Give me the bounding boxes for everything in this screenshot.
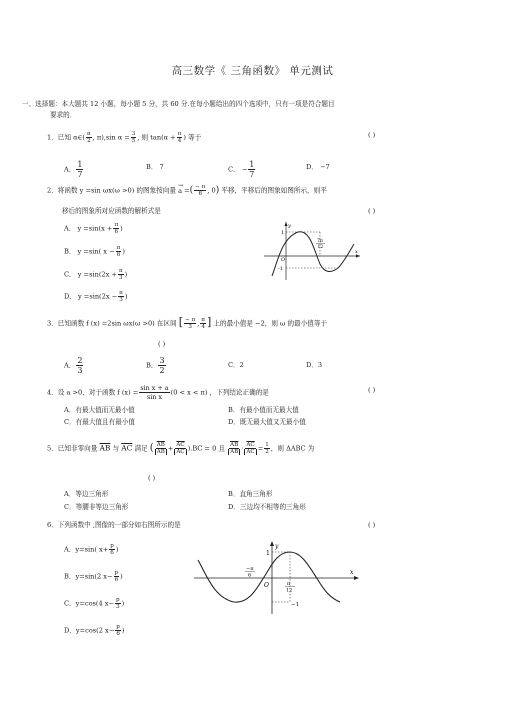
y-axis-label: y — [288, 223, 291, 229]
origin-label: O — [264, 582, 269, 589]
x-right-tick-den: 12 — [286, 587, 293, 594]
x-axis-arrow — [354, 576, 359, 580]
x-tick-den: 12 — [317, 245, 324, 250]
cosine-curve — [198, 552, 340, 602]
question-3-option-d: D．3 — [306, 361, 323, 369]
question-5-answer-paren: ( ) — [148, 474, 156, 482]
question-1-option-a: A． $\frac{1}{7}$ — [64, 160, 83, 179]
question-6-option-c: C．y=cos(4 x− $\frac{p}{3}$ ) — [64, 597, 125, 610]
page-title: 高三数学《 三角函数》 单元测试 — [171, 65, 334, 77]
section-instructions-line1: 一、选择题：本大题共 12 小题，每小题 5 分，共 60 分.在每小题给出的四个选项中，只有一项是符合题目 — [22, 100, 335, 108]
origin-label: O — [281, 257, 286, 263]
question-5-option-a: A．等边三角形 — [64, 490, 109, 498]
section-instructions-line2: 要求的． — [50, 111, 77, 119]
question-6-option-d: D．y=cos(2 x− $\frac{p}{6}$ ) — [64, 624, 125, 637]
question-5-stem: 5．已知非零向量 $\overline{AB}$ 与 $\overline{AC}$ 满足 ( $\frac{\overline{AB}}{AB}$ + $\frac{\overline{AC}}{AC}$ ).BC = 0 且 $\frac{\overline{AB}}{AB}$ · $\frac{\overline{AC}}{AC}$ = $\frac{1}{2}$ ，则 ΔABC 为 — [47, 442, 315, 455]
y-one-label: 1 — [266, 550, 270, 557]
x-axis-label: x — [350, 569, 354, 576]
x-left-tick-num: −π — [246, 566, 254, 572]
question-1-stem: 1．已知 α∈( $\frac{\pi}{2}$ , π),sin α = $\frac{3}{5}$ , 则 tan(α + $\frac{\pi}{4}$ ) 等于 — [47, 131, 202, 144]
x-right-tick-num: π — [287, 581, 291, 587]
question-2-option-d: D． y =sin(2x − $\frac{\pi}{3}$ ) — [64, 290, 128, 303]
x-tick-num: 7π — [317, 239, 323, 244]
question-4-answer-paren: ( ) — [368, 386, 376, 394]
question-1-option-c: C． − $\frac{1}{7}$ — [228, 160, 255, 179]
question-5-option-b: B．直角三角形 — [228, 490, 273, 498]
question-5-option-c: C．等腰非等边三角形 — [64, 503, 129, 511]
question-6-option-a: A．y=sin( x+ $\frac{p}{6}$ ) — [64, 543, 119, 556]
question-3-answer-paren: ( ) — [158, 340, 166, 348]
y-one-label: 1 — [281, 230, 285, 236]
question-4-option-c: C．有最大值且有最小值 — [64, 418, 135, 426]
x-axis-label: x — [355, 249, 358, 255]
question-4-option-d: D．既无最大值又无最小值 — [228, 418, 306, 426]
question-2-stem: 2．将函数 y =sin ωx(ω >0) 的图象按向量 → a =( $\frac{- \pi}{6}$ , 0) 平移，平移后的图象如图所示，则平 — [47, 181, 327, 197]
y-minus-one-label: −1 — [291, 602, 300, 608]
question-6-option-b: B．y=sin(2 x− $\frac{p}{6}$ ) — [64, 570, 123, 583]
question-2-graph — [262, 220, 362, 282]
y-minus-one-label: -1 — [278, 266, 283, 272]
question-2-option-a: A． y =sin(x + $\frac{\pi}{6}$ ) — [64, 222, 123, 235]
question-6-answer-paren: ( ) — [368, 521, 376, 529]
question-3-stem: 3．已知函数 f (x) =2sin ωx(ω >0) 在区间 [ $\frac{- \pi}{3}$ , $\frac{\pi}{4}$ ] 上的最小值是 −2，则 ω 的最小值等于 — [47, 315, 328, 330]
question-4-stem: 4．设 a >0，对于函数 f (x) = $\frac{\text{sin x + a}}{\text{sin x}}$ (0 < x < π) ，下列结论正确的是 — [47, 384, 269, 401]
question-3-option-a: A． $\frac{2}{3}$ — [64, 356, 83, 375]
question-5-option-d: D．三边均不相等的三角形 — [228, 503, 306, 511]
question-2-option-c: C． y =sin(2x + $\frac{\pi}{3}$ ) — [64, 268, 128, 281]
question-4-option-b: B．有最小值而无最大值 — [228, 406, 299, 414]
x-left-tick-den: 6 — [248, 572, 252, 579]
y-axis-label: y — [275, 543, 279, 550]
question-2-stem-line2: 移后的图象所对应函数的解析式是 — [62, 207, 161, 215]
question-6-graph — [192, 540, 362, 616]
question-6-stem: 6．下列函数中 ,图像的一部分如右图所示的是 — [47, 521, 181, 529]
question-3-option-c: C．2 — [228, 361, 244, 369]
question-4-option-a: A．有最大值而无最小值 — [64, 406, 135, 414]
question-1-answer-paren: ( ) — [368, 131, 376, 139]
y-axis-arrow — [270, 541, 274, 546]
question-2-answer-paren: ( ) — [368, 207, 376, 215]
question-1-option-b: B． 7 — [146, 163, 164, 171]
question-2-option-b: B． y =sin( x − $\frac{\pi}{6}$ ) — [64, 245, 125, 258]
sine-curve — [272, 232, 354, 276]
question-1-option-d: D． −7 — [306, 163, 330, 171]
question-3-option-b: B． $\frac{3}{2}$ — [146, 356, 165, 375]
